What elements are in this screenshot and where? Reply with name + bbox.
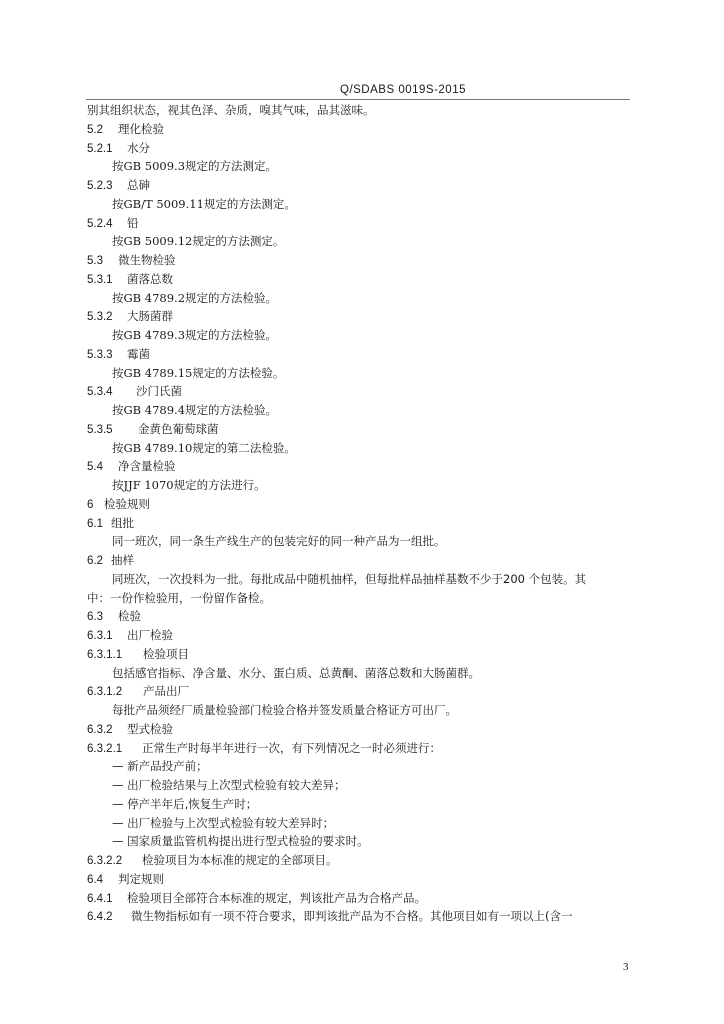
section-number: 6.3.2: [87, 723, 113, 736]
section-heading: [87, 551, 632, 570]
body-text-line: [87, 439, 632, 458]
document-body: [87, 101, 632, 926]
line-text: 产品出厂: [143, 684, 189, 699]
section-heading: [87, 907, 632, 926]
line-text: 按GB 4789.10规定的第二法检验。: [112, 440, 296, 455]
section-number: 6.4.1: [87, 892, 113, 905]
section-number: 5.3.4: [87, 386, 113, 399]
line-text: 按JJF 1070规定的方法进行。: [112, 478, 266, 492]
section-number: 5.3.5: [87, 423, 113, 436]
line-text: 正常生产时每半年进行一次，有下列情况之一时必须进行：: [142, 740, 441, 755]
section-number: 5.2: [87, 123, 103, 136]
section-number: 5.3: [87, 255, 103, 267]
body-text-line: [87, 570, 632, 589]
page-number: 3: [623, 961, 629, 973]
line-text: 检验项目为本标准的规定的全部项目。: [142, 853, 338, 867]
line-text: 按GB 5009.3规定的方法测定。: [112, 159, 278, 174]
section-number: 6.2: [87, 555, 103, 567]
line-text: 总砷: [127, 178, 150, 192]
section-number: 5.2.3: [87, 180, 113, 192]
section-heading: [87, 495, 632, 514]
body-text-line: [87, 232, 632, 251]
section-number: 5.2.1: [87, 142, 113, 155]
line-text: 微生物指标如有一项不符合要求，即判该批产品为不合格。其他项目如有一项以上(含一: [131, 909, 573, 924]
line-text: 理化检验: [118, 121, 164, 136]
body-text-line: [87, 832, 632, 851]
section-heading: [87, 214, 632, 233]
line-text: 大肠菌群: [127, 309, 173, 324]
line-text: 检验项目: [143, 646, 189, 661]
line-text: 铅: [127, 215, 139, 230]
section-heading: [87, 607, 632, 626]
section-heading: [87, 270, 632, 289]
line-text: 每批产品须经厂质量检验部门检验合格并签发质量合格证方可出厂。: [112, 703, 457, 717]
body-text-line: [87, 776, 632, 795]
line-text: 检验项目全部符合本标准的规定，判该批产品为合格产品。: [127, 890, 426, 905]
body-text-line: [87, 326, 632, 345]
section-heading: [87, 139, 632, 158]
section-heading: [87, 514, 632, 533]
section-number: 5.2.4: [87, 217, 113, 230]
section-heading: [87, 307, 632, 326]
body-text-line: [87, 476, 632, 495]
line-text: 抽样: [111, 553, 134, 567]
section-number: 6.4: [87, 873, 103, 886]
body-text-line: [87, 532, 632, 551]
line-text: — 出厂检验结果与上次型式检验有较大差异；: [112, 778, 346, 792]
body-text-line: [87, 401, 632, 420]
section-heading: [87, 682, 632, 701]
line-text: 按GB 4789.15规定的方法检验。: [112, 365, 285, 380]
section-heading: [87, 176, 632, 195]
header-divider: [86, 99, 630, 100]
section-number: 6.3: [87, 611, 103, 624]
line-text: 出厂检验: [127, 628, 173, 642]
line-text: 沙门氏菌: [136, 384, 182, 399]
section-heading: [87, 120, 632, 139]
section-number: 5.3.1: [87, 273, 113, 286]
line-text: 包括感官指标、净含量、水分、蛋白质、总黄酮、菌落总数和大肠菌群。: [112, 665, 480, 680]
line-text: 菌落总数: [127, 271, 173, 286]
section-number: 6: [87, 498, 94, 511]
section-number: 6.3.2.1: [87, 742, 123, 755]
line-text: 型式检验: [127, 721, 173, 736]
section-heading: [87, 420, 632, 439]
section-heading: [87, 457, 632, 476]
section-heading: [87, 739, 632, 758]
line-text: — 国家质量监管机构提出进行型式检验的要求时。: [112, 834, 369, 849]
section-number: 6.1: [87, 517, 103, 530]
body-text-line: [87, 795, 632, 814]
line-text: — 停产半年后,恢复生产时；: [112, 796, 258, 811]
body-text-line: [87, 195, 632, 214]
body-text-line: [87, 664, 632, 683]
line-text: — 新产品投产前；: [112, 759, 208, 774]
line-text: 中：一份作检验用，一份留作备检。: [87, 590, 271, 605]
section-heading: [87, 889, 632, 908]
body-text-line: [87, 289, 632, 308]
section-heading: [87, 626, 632, 645]
section-heading: [87, 720, 632, 739]
line-text: 判定规则: [118, 871, 164, 886]
body-text-line: [87, 757, 632, 776]
section-number: 6.4.2: [87, 911, 113, 924]
line-text: 同一班次，同一条生产线生产的包装完好的同一种产品为一组批。: [112, 534, 446, 549]
section-number: 6.3.1.2: [87, 686, 123, 699]
line-text: 按GB/T 5009.11规定的方法测定。: [112, 196, 296, 211]
standard-code-header: Q/SDABS 0019S-2015: [340, 84, 466, 96]
line-text: 按GB 4789.3规定的方法检验。: [112, 328, 278, 342]
section-heading: [87, 382, 632, 401]
line-text: 金黄色葡萄球菌: [138, 421, 219, 436]
section-heading: [87, 345, 632, 364]
body-text-line: [87, 101, 632, 120]
section-heading: [87, 251, 632, 270]
body-text-line: [87, 157, 632, 176]
section-heading: [87, 645, 632, 664]
line-text: 水分: [127, 140, 150, 155]
line-text: 按GB 4789.2规定的方法检验。: [112, 290, 278, 305]
section-number: 6.3.1.1: [87, 648, 123, 661]
line-text: 同班次，一次投料为一批。每批成品中随机抽样，但每批样品抽样基数不少于200 个包装。其: [112, 571, 587, 586]
section-number: 5.3.2: [87, 311, 113, 324]
line-text: 按GB 5009.12规定的方法测定。: [112, 234, 285, 249]
line-text: 检验规则: [104, 496, 150, 511]
line-text: 净含量检验: [118, 459, 176, 474]
line-text: 微生物检验: [118, 253, 176, 267]
section-number: 6.3.1: [87, 630, 113, 642]
body-text-line: [87, 589, 632, 608]
body-text-line: [87, 364, 632, 383]
line-text: 别其组织状态，视其色泽、杂质，嗅其气味，品其滋味。: [87, 103, 375, 117]
body-text-line: [87, 814, 632, 833]
line-text: — 出厂检验与上次型式检验有较大差异时；: [112, 815, 335, 830]
body-text-line: [87, 701, 632, 720]
line-text: 检验: [118, 609, 141, 624]
section-heading: [87, 851, 632, 870]
line-text: 组批: [111, 515, 134, 530]
section-number: 5.3.3: [87, 348, 113, 361]
section-heading: [87, 870, 632, 889]
line-text: 霉菌: [127, 346, 150, 361]
section-number: 6.3.2.2: [87, 855, 123, 867]
line-text: 按GB 4789.4规定的方法检验。: [112, 403, 278, 417]
section-number: 5.4: [87, 461, 103, 474]
